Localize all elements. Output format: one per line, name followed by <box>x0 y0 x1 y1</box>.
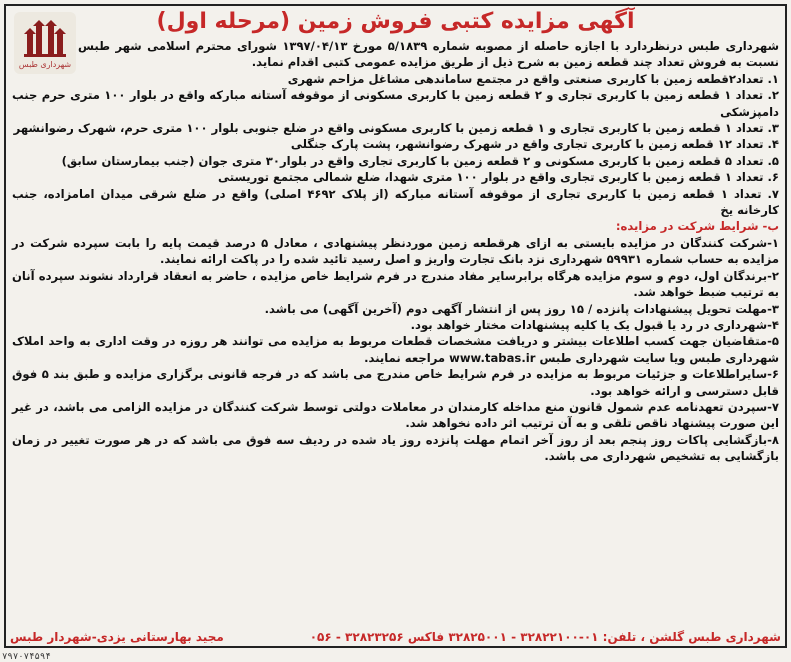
logo-text: شهرداری طبس <box>18 59 72 69</box>
footer-mayor: مجید بهارستانی یزدی-شهردار طبس <box>10 630 224 644</box>
condition-8: ۸-بازگشایی پاکات روز پنجم بعد از روز آخر اتمام مهلت پانزده روز یاد شده در ردیف سه فوق می باشد که در هر صورت تغییر در زمان بازگشایی به تشخیص شهرداری می باشد. <box>12 432 779 464</box>
municipality-emblem-icon <box>22 18 68 58</box>
item-7: ۷. تعداد ۱ قطعه زمین با کاربری تجاری از موقوفه آستانه مبارکه (از پلاک ۴۶۹۲ اصلی) واقع در ضلع شرقی میدان امامزاده، جنب کارخانه یخ <box>12 186 779 218</box>
intro-paragraph: شهرداری طبس درنظردارد با اجازه حاصله از مصوبه شماره ۵/۱۸۳۹ مورخ ۱۳۹۷/۰۴/۱۳ شورای محترم اسلامی شهر طبس نسبت به فروش تعداد چند قطعه زمین به شرح ذیل از طریق مزایده عمومی کتبی اقدام نماید. <box>78 39 779 70</box>
item-4: ۴. تعداد ۱۲ قطعه زمین با کاربری تجاری واقع در شهرک رضوانشهر، پشت پارک جنگلی <box>290 137 779 152</box>
item-6: ۶. تعداد ۱ قطعه زمین با کاربری تجاری واقع در بلوار ۱۰۰ متری شهدا، ضلع شمالی مجتمع توریستی <box>218 170 779 185</box>
condition-6: ۶-سایراطلاعات و جزئیات مربوط به مزایده در فرم شرایط خاص مندرج می باشد که در فرجه قانونی برگزاری مزایده و طبق بند ۵ فوق قابل دسترسی و ارائه خواهد بود. <box>12 367 779 398</box>
condition-4: ۴-شهرداری در رد یا قبول یک یا کلیه پیشنهادات مختار خواهد بود. <box>410 317 779 332</box>
condition-2: ۲-برندگان اول، دوم و سوم مزایده هرگاه برابرسایر مفاد مندرج در فرم شرایط خاص مزایده ، حاضر به انعقاد قرارداد نشوند سپرده آنان به ترتیب ضبط خواهد شد. <box>12 268 779 300</box>
condition-5: ۵-متقاضیان جهت کسب اطلاعات بیشتر و دریافت مشخصات قطعات مربوط به مزایده می توانند هر روزه در وقت اداری به واحد املاک شهرداری طبس ویا سایت شهرداری طبس www.tabas.ir مراجعه نمایند. <box>12 334 779 365</box>
notice-body <box>8 36 783 465</box>
notice-title: آگهی مزایده کتبی فروش زمین (مرحله اول) <box>156 8 635 34</box>
item-2: ۲. تعداد ۱ قطعه زمین با کاربری تجاری و ۲ قطعه زمین با کاربری مسکونی از موقوفه آستانه مبارکه واقع در بلوار ۱۰۰ متری حرم جنب دامپزشکی <box>12 88 779 119</box>
item-1: ۱. تعداد۲قطعه زمین با کاربری صنعتی واقع در مجتمع ساماندهی مشاغل مزاحم شهری <box>287 71 779 86</box>
condition-3: ۳-مهلت تحویل پیشنهادات پانزده / ۱۵ روز پس از انتشار آگهی دوم (آخرین آگهی) می باشد. <box>264 301 779 316</box>
item-3: ۳. تعداد ۱ قطعه زمین با کاربری تجاری و ۱ قطعه زمین با کاربری مسکونی واقع در ضلع جنوبی بلوار ۱۰۰ متری حرم، شهرک رضوانشهر <box>13 121 779 136</box>
notice-footer <box>10 628 781 646</box>
reference-number: ۷۹۷۰۷۴۵۹۴ <box>2 652 51 662</box>
condition-1: ۱-شرکت کنندگان در مزایده بایستی به ازای هرقطعه زمین موردنظر پیشنهادی ، معادل ۵ درصد قیمت پایه را بابت سپرده شرکت در مزایده به حساب شماره ۵۹۹۳۱ شهرداری نزد بانک تجارت واریز و اصل رسید تائید شده را در پاکت ارائه نمایند. <box>12 235 779 267</box>
condition-7: ۷-سپردن تعهدنامه عدم شمول قانون منع مداخله کارمندان در معاملات دولتی توسط شرکت کنندگان در مزایده الزامی می باشد، در غیر این صورت پیشنهاد ناقص تلقی و به آن ترتیب اثر داده نخواهد شد. <box>12 399 779 431</box>
item-5: ۵. تعداد ۵ قطعه زمین با کاربری مسکونی و ۲ قطعه زمین با کاربری تجاری واقع در بلوار۳۰ متری جوان (جنب بیمارستان سابق) <box>61 153 779 168</box>
municipality-logo <box>14 12 76 74</box>
conditions-title: ب- شرایط شرکت در مزایده: <box>615 219 779 234</box>
title-band <box>8 6 783 36</box>
footer-contact: شهرداری طبس گلشن ، تلفن: ۰۱-۳۲۸۲۲۱۰۰ - ۳۲۸۲۵۰۰۱ فاکس ۳۲۸۲۳۲۵۶ - ۰۵۶ <box>309 630 781 644</box>
